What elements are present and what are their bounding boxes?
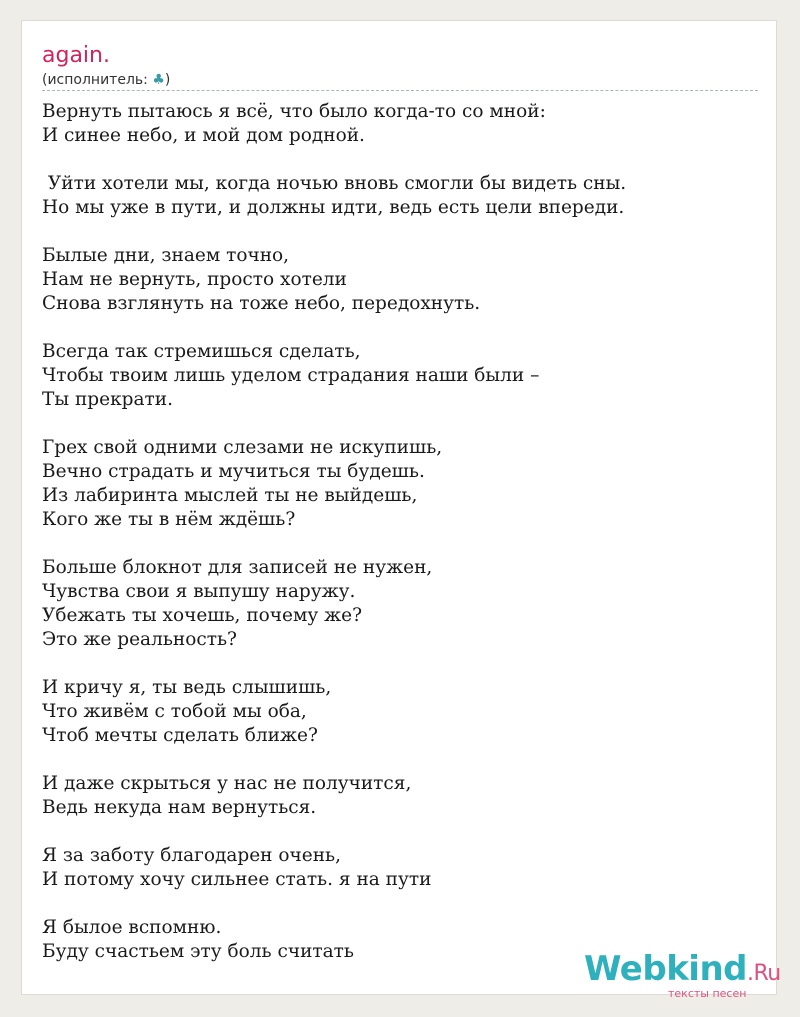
lyrics-line: Чтоб мечты сделать ближе? <box>42 725 318 746</box>
lyrics-stanza <box>42 172 758 220</box>
lyrics-stanza <box>42 844 758 892</box>
logo-name: Webkind <box>584 949 747 989</box>
lyrics-line: Нам не вернуть, просто хотели <box>42 269 347 290</box>
song-title: again. <box>42 43 110 68</box>
lyrics-line: И кричу я, ты ведь слышишь, <box>42 677 332 698</box>
lyrics-stanza <box>42 100 758 148</box>
lyrics-stanza <box>42 244 758 316</box>
lyrics-line: Убежать ты хочешь, почему же? <box>42 605 363 626</box>
lyrics-line: Чувства свои я выпушу наружу. <box>42 581 356 602</box>
lyrics-line: И потому хочу сильнее стать. я на пути <box>42 869 432 890</box>
lyrics-line: Что живём с тобой мы оба, <box>42 701 307 722</box>
lyrics-card <box>21 20 781 1000</box>
lyrics-line: Всегда так стремишься сделать, <box>42 341 361 362</box>
lyrics-line: Из лабиринта мыслей ты не выйдешь, <box>42 485 418 506</box>
lyrics-stanza <box>42 340 758 412</box>
lyrics-line: Снова взглянуть на тоже небо, передохнуть. <box>42 293 481 314</box>
lyrics-line: Но мы уже в пути, и должны идти, ведь есть цели впереди. <box>42 197 625 218</box>
lyrics-stanza <box>42 436 758 532</box>
lyrics-line: И синее небо, и мой дом родной. <box>42 125 365 146</box>
lyrics-line: Грех свой одними слезами не искупишь, <box>42 437 443 458</box>
lyrics-line: Больше блокнот для записей не нужен, <box>42 557 433 578</box>
lyrics-line: Я за заботу благодарен очень, <box>42 845 341 866</box>
lyrics-line: Уйти хотели мы, когда ночью вновь смогли бы видеть сны. <box>42 173 627 194</box>
lyrics-line: Вечно страдать и мучиться ты будешь. <box>42 461 425 482</box>
lyrics-line: Буду счастьем эту боль считать <box>42 941 354 962</box>
lyrics-stanza <box>42 556 758 652</box>
lyrics-line: Ты прекрати. <box>42 389 173 410</box>
lyrics-line: Кого же ты в нём ждёшь? <box>42 509 296 530</box>
lyrics-stanza <box>42 676 758 748</box>
lyrics-line: Былые дни, знаем точно, <box>42 245 290 266</box>
performer-line <box>42 71 170 89</box>
lyrics-line: Я былое вспомню. <box>42 917 222 938</box>
lyrics-line: И даже скрыться у нас не получится, <box>42 773 412 794</box>
lyrics-line: Это же реальность? <box>42 629 237 650</box>
performer-prefix: (исполнитель: <box>42 72 153 88</box>
logo-tld: .Ru <box>747 961 781 986</box>
lyrics-line: Чтобы твоим лишь уделом страдания наши были – <box>42 365 540 386</box>
title-divider <box>42 90 758 91</box>
club-icon[interactable]: ♣ <box>152 72 165 88</box>
lyrics-line: Ведь некуда нам вернуться. <box>42 797 317 818</box>
logo-tagline: тексты песен <box>668 987 747 1000</box>
lyrics-line: Вернуть пытаюсь я всё, что было когда-то со мной: <box>42 101 546 122</box>
lyrics-stanza <box>42 772 758 820</box>
lyrics-text <box>42 100 758 988</box>
webkind-logo[interactable] <box>584 949 784 999</box>
performer-suffix: ) <box>164 72 171 88</box>
